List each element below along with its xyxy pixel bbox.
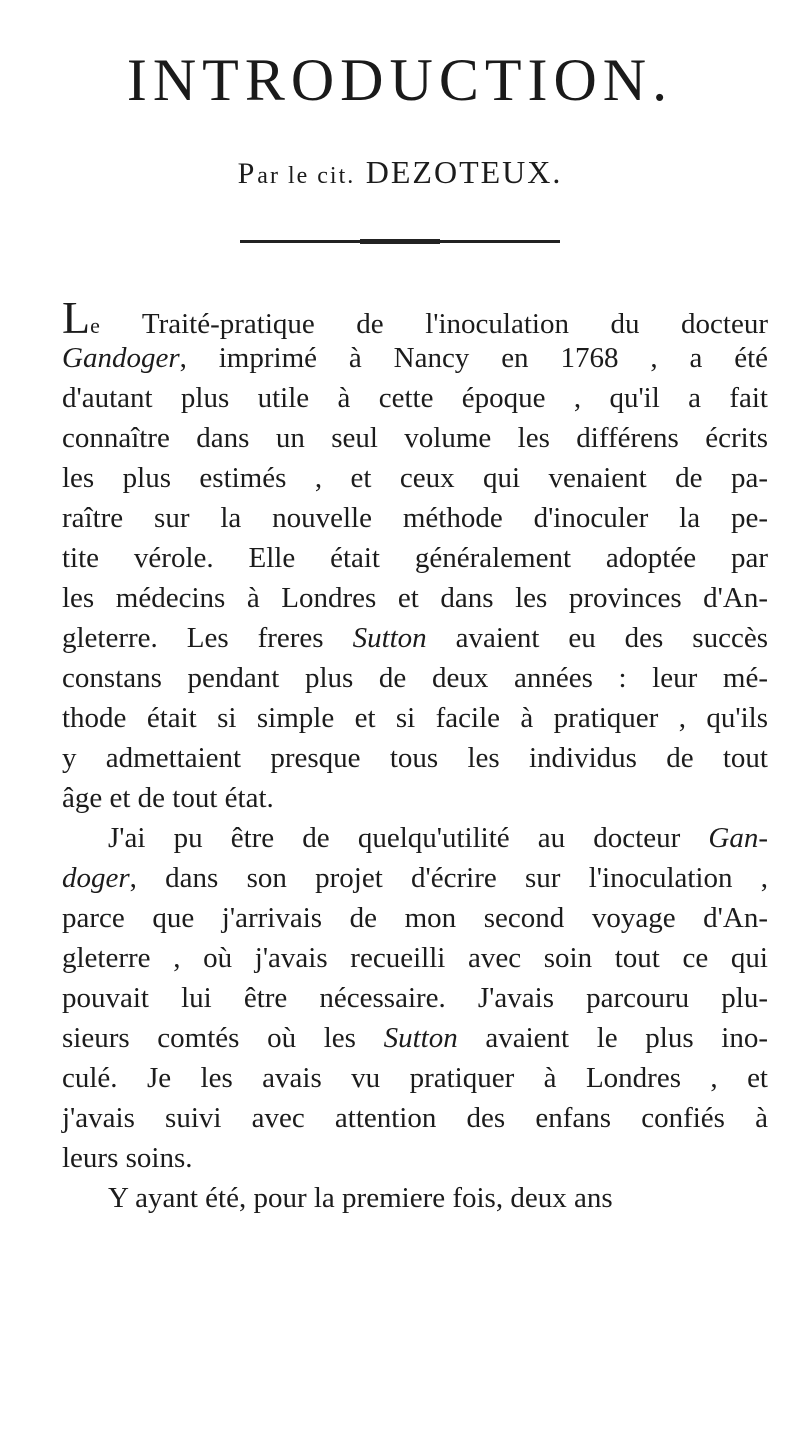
text-segment: avaient eu des succès — [426, 622, 768, 654]
text-line — [62, 458, 768, 498]
text-line — [62, 1058, 768, 1098]
byline-prefix: ar le cit. — [257, 163, 356, 189]
text-line — [62, 938, 768, 978]
text-line — [62, 1138, 768, 1178]
text-segment: gleterre , où j'avais recueilli avec soin tout ce qui — [62, 942, 768, 974]
italic-name: Sutton — [352, 622, 427, 654]
text-segment: pouvait lui être nécessaire. J'avais parcouru plu- — [62, 982, 768, 1014]
text-line — [62, 498, 768, 538]
paragraph — [62, 1178, 768, 1218]
text-segment: d'autant plus utile à cette époque , qu'il a fait — [62, 382, 768, 414]
text-segment: thode était si simple et si facile à pratiquer , qu'ils — [62, 702, 768, 734]
text-segment: Traité-pratique de l'inoculation du docteur — [100, 308, 768, 340]
italic-name: doger — [62, 862, 130, 894]
text-segment: les plus estimés , et ceux qui venaient de pa- — [62, 462, 768, 494]
italic-name: Gandoger — [62, 342, 180, 374]
text-segment: , imprimé à Nancy en 1768 , a été — [179, 342, 768, 374]
text-line — [62, 618, 768, 658]
body-text — [62, 292, 769, 1218]
byline-author: DEZOTEUX. — [365, 154, 563, 190]
text-segment: âge et de tout état. — [62, 782, 274, 814]
text-segment: e — [90, 313, 101, 338]
text-segment: y admettaient presque tous les individus de tout — [62, 742, 768, 774]
italic-name: Gan- — [708, 822, 768, 854]
text-segment: , dans son projet d'écrire sur l'inoculation , — [129, 862, 768, 894]
text-segment: leurs soins. — [62, 1142, 193, 1174]
text-line — [62, 898, 768, 938]
text-line — [62, 698, 768, 738]
ornamental-rule — [240, 240, 560, 243]
text-line — [62, 658, 768, 698]
italic-name: Sutton — [383, 1022, 458, 1054]
text-segment: les médecins à Londres et dans les provinces d'An- — [62, 582, 768, 614]
text-line — [62, 538, 768, 578]
text-segment: gleterre. Les freres — [62, 622, 353, 654]
text-segment: raître sur la nouvelle méthode d'inoculer la pe- — [62, 502, 768, 534]
text-segment: J'ai pu être de quelqu'utilité au docteur — [108, 822, 709, 854]
paragraph — [62, 292, 768, 818]
text-line — [62, 858, 768, 898]
text-line — [62, 578, 768, 618]
text-segment: tite vérole. Elle était généralement adoptée par — [62, 542, 768, 574]
text-line — [62, 338, 768, 378]
text-segment: avaient le plus ino- — [457, 1022, 769, 1054]
paragraph — [62, 818, 768, 1178]
text-segment: sieurs comtés où les — [62, 1022, 384, 1054]
text-line — [62, 738, 768, 778]
text-segment: constans pendant plus de deux années : leur mé- — [62, 662, 768, 694]
text-line — [62, 818, 768, 858]
text-line — [62, 778, 768, 818]
text-segment: culé. Je les avais vu pratiquer à Londres , et — [62, 1062, 768, 1094]
text-line — [62, 292, 768, 343]
text-segment: Y ayant été, pour la premiere fois, deux ans — [108, 1182, 613, 1214]
text-segment: connaître dans un seul volume les différens écrits — [62, 422, 768, 454]
text-line — [62, 1018, 768, 1058]
byline-prefix-cap: P — [237, 157, 258, 190]
text-line — [62, 418, 768, 458]
page-title: INTRODUCTION. — [126, 47, 674, 113]
byline — [0, 152, 800, 196]
text-segment: j'avais suivi avec attention des enfans confiés à — [62, 1102, 768, 1134]
drop-cap: L — [62, 292, 91, 343]
text-line — [62, 1178, 768, 1218]
text-line — [62, 978, 768, 1018]
text-line — [62, 378, 768, 418]
text-line — [62, 1098, 768, 1138]
text-segment: parce que j'arrivais de mon second voyage d'An- — [62, 902, 768, 934]
